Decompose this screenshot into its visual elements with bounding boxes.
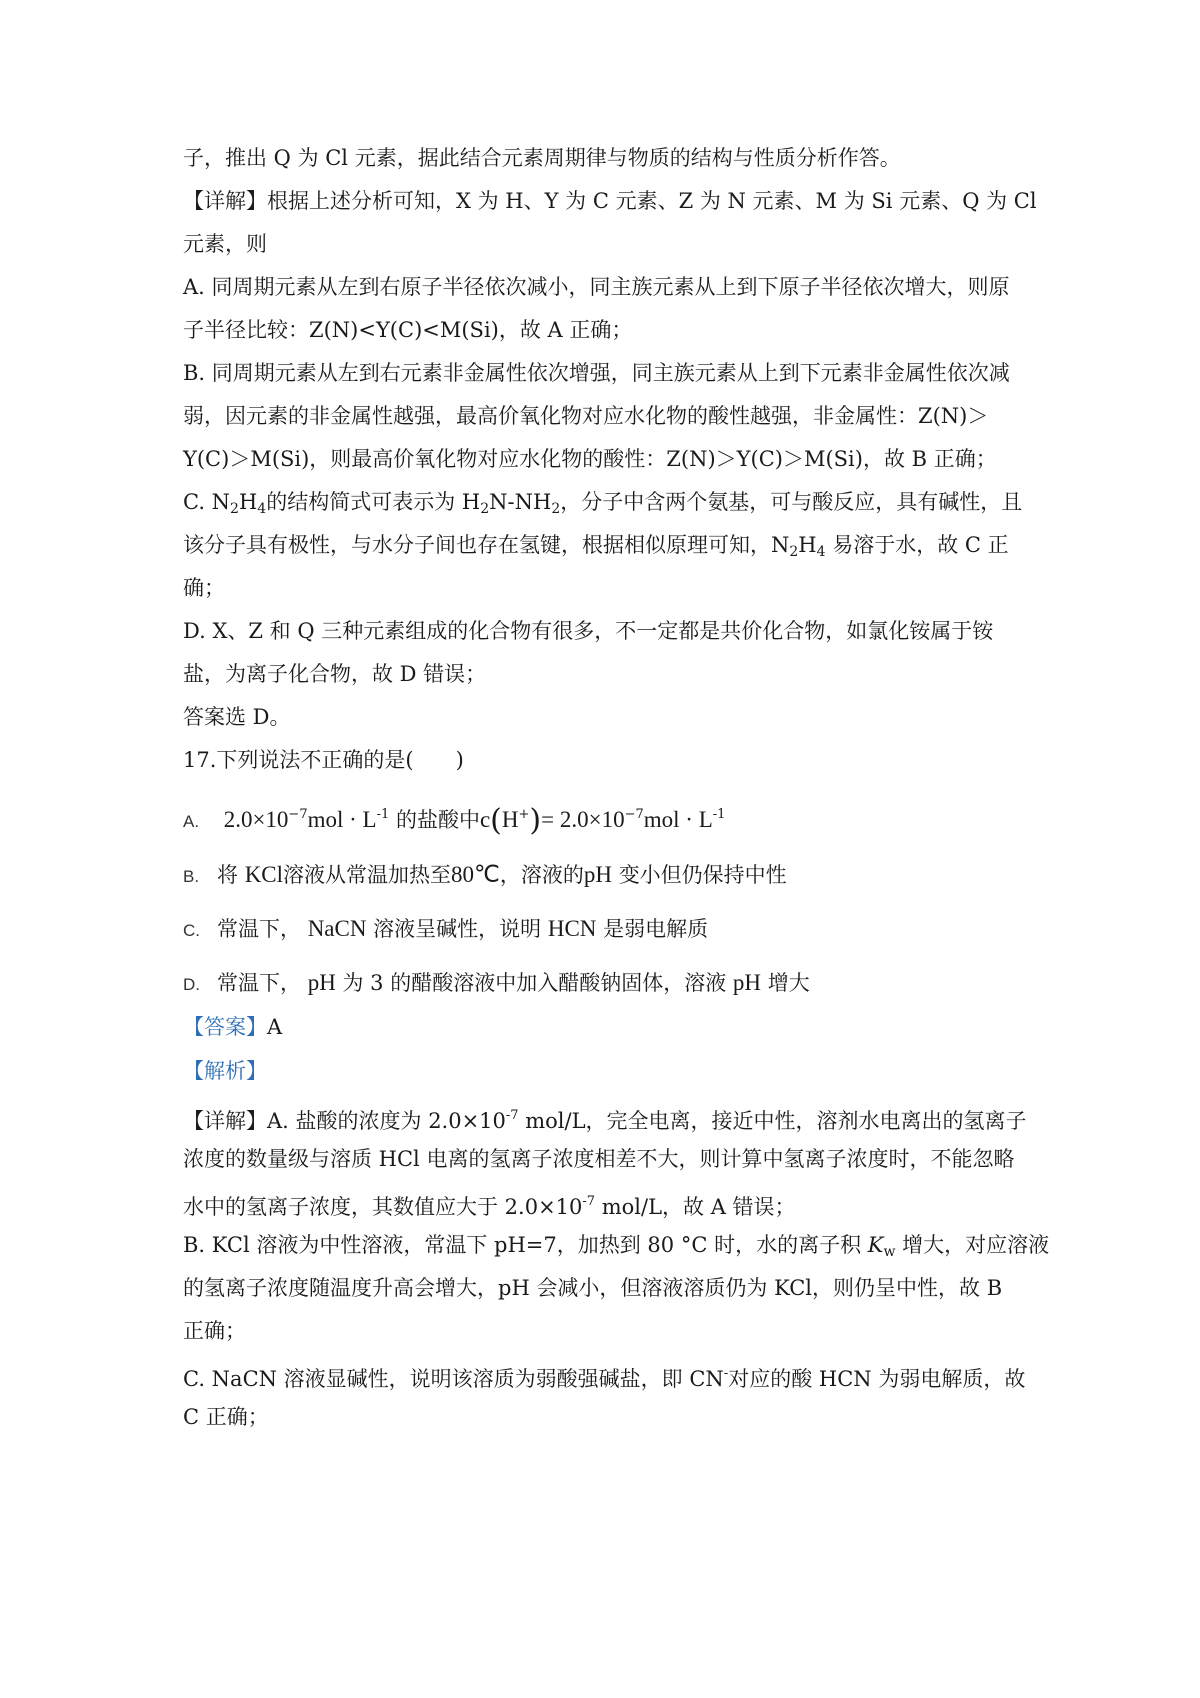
answer-line	[183, 1012, 1050, 1042]
text-span: 增大	[767, 971, 810, 995]
text-span: 将	[217, 863, 238, 887]
subscript: 2	[230, 501, 239, 517]
superscript: +	[518, 807, 530, 822]
superscript: -1	[376, 807, 390, 822]
text-line: 的氢离子浓度随温度升高会增大，pH 会减小，但溶液溶质仍为 KCl，则仍呈中性，故 B	[183, 1276, 1003, 1300]
paren: (	[490, 803, 502, 838]
option-c	[183, 912, 1050, 948]
math: pH	[307, 970, 336, 995]
math: KCl	[244, 862, 284, 887]
math: 80℃	[451, 862, 500, 887]
text-line	[183, 487, 1050, 524]
math: 2.0×10	[223, 807, 289, 832]
text-span: H	[798, 533, 817, 557]
text-line: Y(C)＞M(Si)，则最高价氧化物对应水化物的酸性：Z(N)＞Y(C)＞M(Si)，故 B 正确；	[183, 447, 997, 471]
text-span: mol/L，完全电离，接近中性，溶剂水电离出的氢离子	[518, 1109, 1027, 1133]
text-line: 盐，为离子化合物，故 D 错误；	[183, 662, 487, 686]
paren: )	[529, 803, 542, 838]
text-line	[183, 1101, 1050, 1136]
text-span: 为 3 的醋酸溶液中加入醋酸钠固体，溶液	[342, 971, 727, 995]
text-line: 弱，因元素的非金属性越强，最高价氧化物对应水化物的酸性越强，非金属性：Z(N)＞	[183, 404, 989, 428]
text-span: 增大，对应溶液	[895, 1233, 1050, 1257]
text-span: H	[238, 490, 258, 514]
answer-value: A	[267, 1015, 283, 1039]
subscript: 2	[551, 501, 561, 517]
text-span: 【详解】A. 盐酸的浓度为 2.0×10	[183, 1109, 506, 1133]
text-span: 变小但仍保持中性	[618, 863, 787, 887]
analysis-label: 【解析】	[183, 1059, 267, 1083]
subscript: w	[883, 1244, 896, 1260]
math: pH	[583, 862, 612, 887]
text-line: 浓度的数量级与溶质 HCl 电离的氢离子浓度相差不大，则计算中氢离子浓度时，不能忽略	[183, 1147, 1015, 1171]
option-letter: D.	[183, 975, 200, 994]
text-line	[183, 1359, 1050, 1394]
math: = 2.0×10	[541, 807, 625, 832]
text-line	[183, 1230, 1050, 1267]
text-span: mol/L，故 A 错误；	[595, 1195, 796, 1219]
subscript: 2	[480, 501, 490, 517]
text-line: 元素，则	[183, 232, 267, 256]
text-span: B. KCl 溶液为中性溶液，常温下 pH=7，加热到 80 °C 时，水的离子积	[183, 1233, 868, 1257]
text-line: 确；	[183, 576, 225, 600]
math: mol · L	[307, 807, 377, 832]
text-line: 答案选 D。	[183, 705, 291, 729]
text-span: 常温下，	[217, 917, 301, 941]
math: K	[867, 1233, 884, 1257]
analysis-line	[183, 1056, 1050, 1086]
text-line: C 正确；	[183, 1405, 269, 1429]
option-letter: B.	[183, 867, 200, 886]
math: pH	[732, 970, 762, 995]
option-d	[183, 966, 1050, 1002]
superscript: −7	[288, 807, 308, 822]
option-b	[183, 858, 1050, 894]
text-span: ，溶液的	[499, 863, 584, 887]
text-line: 子半径比较：Z(N)<Y(C)<M(Si)，故 A 正确；	[183, 318, 633, 342]
text-span: ，分子中含两个氨基，可与酸反应，具有碱性，且	[560, 490, 1023, 514]
text-line	[183, 1187, 1050, 1222]
text-span: 是弱电解质	[603, 917, 709, 941]
answer-label: 【答案】	[183, 1015, 267, 1039]
math: mol · L	[643, 807, 713, 832]
text-span: 溶液从常温加热至	[283, 863, 452, 887]
math: NaCN	[307, 916, 367, 941]
text-line: B. 同周期元素从左到右元素非金属性依次增强，同主族元素从上到下元素非金属性依次减	[183, 361, 1010, 385]
superscript: -7	[505, 1108, 519, 1123]
text-line: D. X、Z 和 Q 三种元素组成的化合物有很多，不一定都是共价化合物，如氯化铵属于铵	[183, 619, 994, 643]
text-span: 常温下，	[217, 971, 301, 995]
text-line: 【详解】根据上述分析可知，X 为 H、Y 为 C 元素、Z 为 N 元素、M 为 Si 元素、Q 为 Cl	[183, 189, 1037, 213]
text-span: C. NaCN 溶液显碱性，说明该溶质为弱酸强碱盐，即 CN	[183, 1367, 724, 1391]
superscript: -1	[712, 807, 726, 822]
text-span: 溶液呈碱性，说明	[373, 917, 542, 941]
text-span: N-NH	[489, 490, 552, 514]
question-title: 17.下列说法不正确的是( )	[183, 748, 464, 772]
text-line: 正确；	[183, 1319, 246, 1343]
superscript: -	[723, 1366, 729, 1381]
text-line: 子，推出 Q 为 Cl 元素，据此结合元素周期律与物质的结构与性质分析作答。	[183, 146, 901, 170]
text-span: 水中的氢离子浓度，其数值应大于 2.0×10	[183, 1195, 583, 1219]
text-span: 对应的酸 HCN 为弱电解质，故	[728, 1367, 1026, 1391]
superscript: −7	[624, 807, 644, 822]
option-letter: A.	[183, 812, 200, 831]
text-span: 该分子具有极性，与水分子间也存在氢键，根据相似原理可知，N	[183, 533, 790, 557]
option-letter: C.	[183, 921, 200, 940]
subscript: 4	[816, 544, 826, 560]
text-span: 的盐酸中	[395, 808, 480, 832]
math: HCN	[547, 916, 597, 941]
superscript: -7	[582, 1194, 596, 1209]
text-line: A. 同周期元素从左到右原子半径依次减小，同主族元素从上到下原子半径依次增大，则原	[183, 275, 1010, 299]
option-a	[183, 797, 1050, 840]
math: c	[479, 807, 491, 832]
subscript: 2	[789, 544, 799, 560]
subscript: 4	[257, 501, 267, 517]
text-span: 的结构简式可表示为 H	[266, 490, 481, 514]
text-span: C. N	[183, 490, 231, 514]
text-span: 易溶于水，故 C 正	[825, 533, 1009, 557]
math: H	[501, 807, 519, 832]
text-line	[183, 530, 1050, 567]
